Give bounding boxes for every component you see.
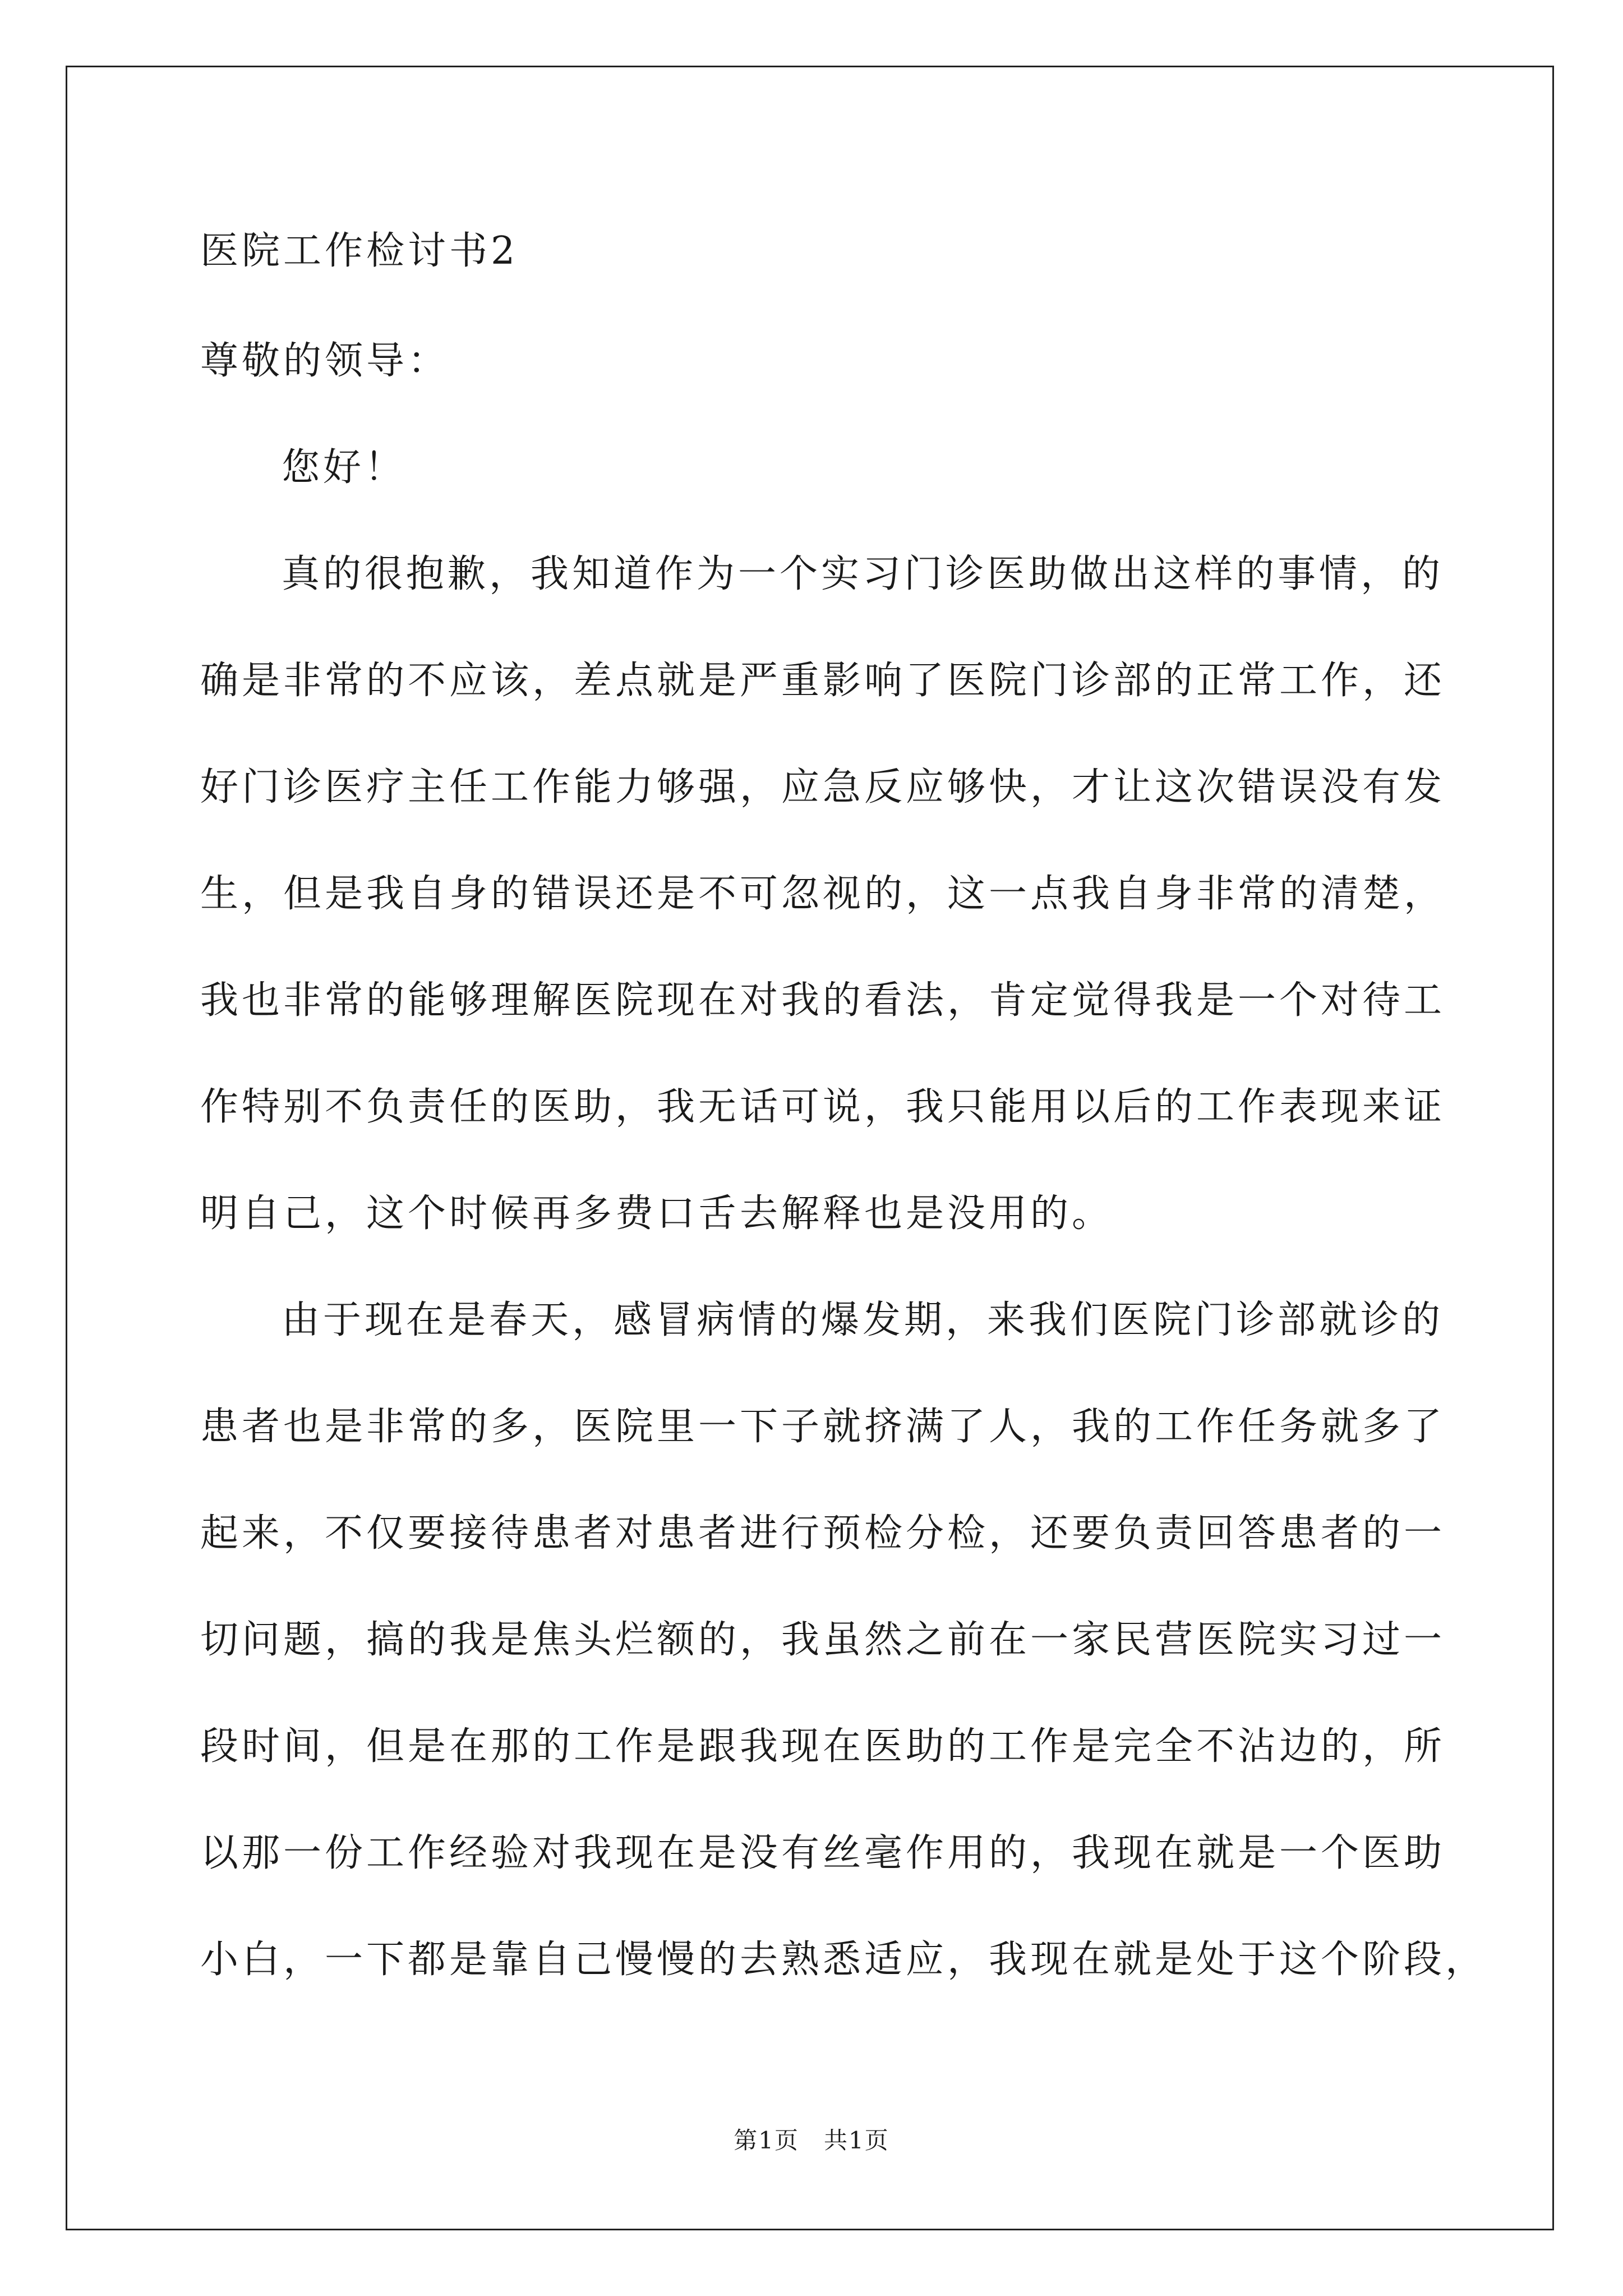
paragraph-line: 由于现在是春天，感冒病情的爆发期，来我们医院门诊部就诊的 <box>282 1298 1444 1342</box>
paragraph-line: 我也非常的能够理解医院现在对我的看法，肯定觉得我是一个对待工 <box>200 978 1446 1023</box>
page-footer: 第1页 共1页 <box>734 2127 889 2154</box>
document-title: 医院工作检讨书2 <box>200 229 519 273</box>
paragraph-line: 好门诊医疗主任工作能力够强，应急反应够快，才让这次错误没有发 <box>200 765 1446 809</box>
paragraph-line: 段时间，但是在那的工作是跟我现在医助的工作是完全不沾边的，所 <box>200 1724 1446 1769</box>
salutation: 尊敬的领导： <box>200 339 450 383</box>
paragraph-line: 明自己，这个时候再多费口舌去解释也是没用的。 <box>200 1191 1114 1236</box>
page-border <box>66 66 1554 2230</box>
paragraph-line: 患者也是非常的多，医院里一下子就挤满了人，我的工作任务就多了 <box>200 1405 1446 1449</box>
paragraph-line: 真的很抱歉，我知道作为一个实习门诊医助做出这样的事情，的 <box>282 552 1444 596</box>
paragraph-line: 切问题，搞的我是焦头烂额的，我虽然之前在一家民营医院实习过一 <box>200 1618 1446 1662</box>
paragraph-line: 起来，不仅要接待患者对患者进行预检分检，还要负责回答患者的一 <box>200 1511 1446 1556</box>
paragraph-line: 以那一份工作经验对我现在是没有丝毫作用的，我现在就是一个医助 <box>200 1831 1446 1875</box>
paragraph-line: 生，但是我自身的错误还是不可忽视的，这一点我自身非常的清楚， <box>200 872 1446 916</box>
paragraph-line: 小白，一下都是靠自己慢慢的去熟悉适应，我现在就是处于这个阶段， <box>200 1938 1487 1982</box>
paragraph-line: 作特别不负责任的医助，我无话可说，我只能用以后的工作表现来证 <box>200 1085 1446 1129</box>
paragraph-line: 确是非常的不应该，差点就是严重影响了医院门诊部的正常工作，还 <box>200 659 1446 703</box>
greeting: 您好！ <box>282 445 407 490</box>
